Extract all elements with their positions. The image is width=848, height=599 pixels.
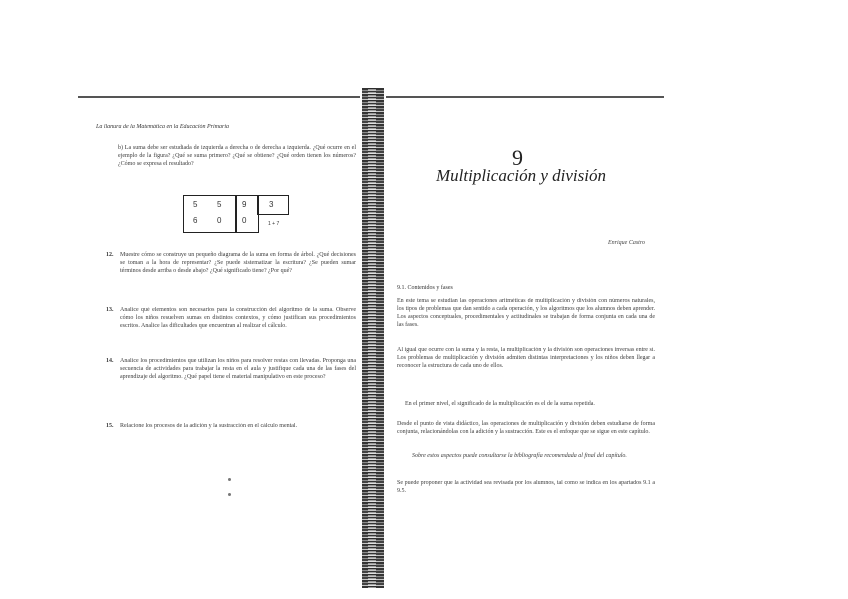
exercise-number: 12. (106, 252, 114, 258)
exercise-text: Muestre cómo se construye un pequeño diagrama de la suma en forma de árbol. ¿Qué decisiones se toman a la hora de representar? ¿Se puede sistematizar la escritura? ¿Se pueden sumar términos desde arriba o desde abajo? ¿Qué significado tiene? ¿Por qué? (120, 252, 356, 274)
intro-paragraph: b) La suma debe ser estudiada de izquierda a derecha o de derecha a izquierda. ¿Qué ocurre en el ejemplo de la figura? ¿Qué se suma primero? ¿Qué se obtiene? ¿Qué orden tienen los números? ¿Cómo se expresa el resultado? (118, 145, 356, 167)
body-paragraph: En este tema se estudian las operaciones aritméticas de multiplicación y división con números naturales, los tipos de problemas que dan sentido a cada operación, y los algoritmos que los alumnos deben aprender. Los aspectos conceptuales, procedimentales y actitudinales se trabajan de forma conjunta en cada una de las fases. (397, 298, 655, 328)
figure-cell: 5 (193, 200, 198, 209)
body-paragraph: Sobre estos aspectos puede consultarse la bibliografía recomendada al final del capítulo. (412, 453, 627, 459)
body-paragraph: Desde el punto de vista didáctico, las operaciones de multiplicación y división deben estudiarse de forma conjunta, relacionándolas con la adición y la sustracción. Este es el enfoque que se sigue en este capítulo. (397, 421, 655, 435)
chapter-number: 9 (512, 145, 523, 170)
body-paragraph: En el primer nivel, el significado de la multiplicación es el de la suma repetida. (405, 401, 595, 407)
running-head: La llanura de la Matemática en la Educación Primaria (96, 124, 229, 130)
section-heading: 9.1. Contenidos y fases (397, 285, 453, 291)
exercise-number: 15. (106, 423, 114, 429)
body-paragraph: Al igual que ocurre con la suma y la resta, la multiplicación y la división son operaciones inversas entre sí. Los problemas de multiplicación y división admiten distintas interpretaciones y los niños deben llegar a reconocer la estructura de cada uno de ellos. (397, 347, 655, 369)
body-paragraph: Se puede proponer que la actividad sea revisada por los alumnos, tal como se indica en los apartados 9.1 a 9.5. (397, 480, 655, 494)
figure-label: 1 + 7 (268, 221, 280, 227)
figure-cell: 5 (217, 200, 222, 209)
exercise-text: Analice qué elementos son necesarios para la construcción del algoritmo de la suma. Observe cómo los niños resuelven sumas en distintos contextos, y cómo justifican sus procedimientos escritos. Analice las dificultades que encuentran al realizar el cálculo. (120, 307, 356, 329)
figure-cell: 6 (193, 216, 198, 225)
exercise-number: 13. (106, 307, 114, 313)
exercise-text: Analice los procedimientos que utilizan los niños para resolver restas con llevadas. Proponga una secuencia de actividades para trabajar la resta en el aula y justifique cada una de las fases del aprendizaje del algoritmo. ¿Qué papel tiene el material manipulativo en este proceso? (120, 358, 356, 380)
chapter-title: Multiplicación y división (436, 166, 606, 185)
header-rule (386, 96, 664, 98)
figure-cell: 3 (269, 200, 274, 209)
figure-cell: 0 (217, 216, 222, 225)
exercise-number: 14. (106, 358, 114, 364)
chapter-author: Enrique Castro (608, 240, 645, 246)
figure-cell: 0 (242, 216, 247, 225)
figure-cell: 9 (242, 200, 247, 209)
exercise-text: Relacione los procesos de la adición y la sustracción en el cálculo mental. (120, 423, 298, 429)
